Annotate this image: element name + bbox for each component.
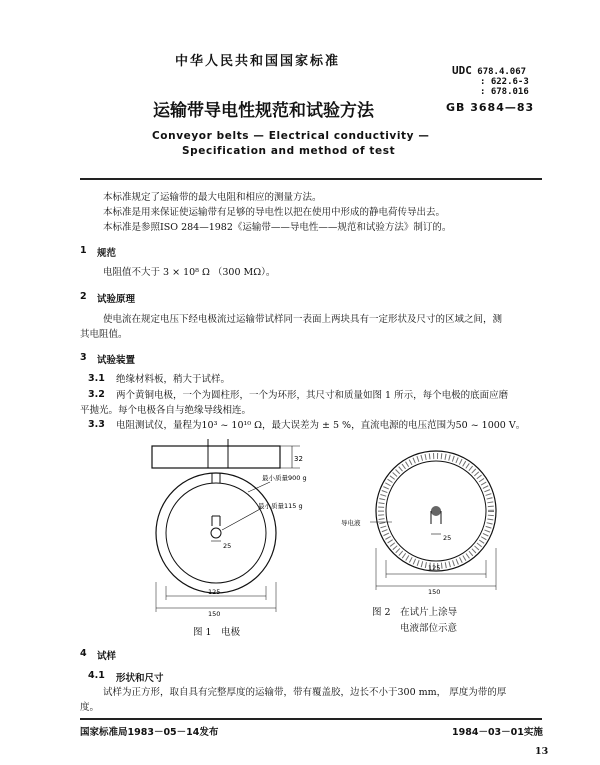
section-2-text-2: 其电阻值。 — [80, 329, 128, 340]
footer-effective-date: 1984－03－01实施 — [452, 727, 543, 738]
clause-4-1-text-2: 度。 — [80, 702, 100, 713]
figure-1-electrode-drawing — [130, 436, 340, 618]
section-4-number: 4 — [80, 648, 87, 659]
figure-2-conductive-liquid-drawing — [340, 436, 550, 618]
coated-center — [431, 506, 441, 516]
section-1-number: 1 — [80, 245, 87, 256]
section-2-title: 试验原理 — [97, 294, 136, 305]
intro-line-1: 本标准规定了运输带的最大电阻和相应的测量方法。 — [103, 192, 322, 203]
clause-4-1-title: 形状和尺寸 — [116, 673, 164, 684]
header-rule — [80, 178, 542, 180]
section-2-text-1: 使电流在规定电压下经电极流过运输带试样同一表面上两块具有一定形状及尺寸的区域之间，测 — [103, 314, 503, 325]
dim-ring-label: 125 — [208, 588, 221, 596]
figure-2-caption-line2: 电液部位示意 — [400, 623, 458, 634]
mass-outer-label: 最小质量900 g — [262, 474, 307, 482]
dim-inner-label: 25 — [223, 542, 232, 550]
section-1-title: 规范 — [97, 248, 117, 259]
clause-3-2-text-1: 两个黄铜电极，一个为圆柱形，一个为环形，其尺寸和质量如图 1 所示，每个电极的底面应磨 — [116, 390, 509, 401]
clause-3-1-number: 3.1 — [88, 373, 105, 384]
issuing-organization: 中华人民共和国国家标准 — [175, 54, 341, 69]
clause-3-1-text: 绝缘材料板，稍大于试样。 — [116, 374, 231, 385]
figure-1-caption: 图 1 电极 — [193, 627, 241, 638]
ring-electrode-inner — [166, 483, 266, 583]
udc-code-1: 678.4.067 — [477, 67, 527, 77]
intro-line-2: 本标准是用来保证使运输带有足够的导电性以把在使用中形成的静电荷传导出去。 — [103, 207, 446, 218]
callout-label: 导电液 — [341, 519, 361, 527]
fig2-dim-outer-label: 150 — [428, 588, 441, 596]
clause-3-2-number: 3.2 — [88, 389, 105, 400]
udc-row-1 — [452, 66, 529, 77]
dim-outer-label: 150 — [208, 610, 221, 618]
title-cn: 运输带导电性规范和试验方法 — [153, 101, 374, 121]
clause-3-3-number: 3.3 — [88, 419, 105, 430]
udc-code-3: : 678.016 — [480, 87, 529, 97]
udc-block — [452, 66, 529, 97]
ring-electrode-outer — [156, 473, 276, 593]
section-1-text: 电阻值不大于 3 × 10⁸ Ω （300 MΩ）。 — [103, 267, 276, 278]
ring-electrode-side — [152, 446, 280, 468]
section-2-number: 2 — [80, 291, 87, 302]
clause-4-1-text-1: 试样为正方形，取自具有完整厚度的运输带，带有覆盖胶，边长不小于300 mm， 厚度为带的厚 — [103, 687, 507, 698]
section-3-title: 试验装置 — [97, 355, 136, 366]
cylinder-electrode-top — [211, 528, 221, 538]
udc-label: UDC — [452, 64, 472, 77]
section-4-title: 试样 — [97, 651, 117, 662]
page-number: 13 — [535, 746, 549, 757]
udc-code-2: : 622.6-3 — [480, 77, 529, 87]
dim-height-label: 32 — [294, 455, 303, 463]
clause-4-1-number: 4.1 — [88, 670, 105, 681]
mass-inner-label: 最小质量115 g — [258, 502, 303, 510]
clause-3-2-text-2: 平抛光。每个电极各自与绝缘导线相连。 — [80, 405, 252, 416]
title-en-line1: Conveyor belts — Electrical conductivity — — [152, 130, 430, 142]
gb-code: GB 3684—83 — [446, 101, 535, 114]
fig2-dim-inner-label: 25 — [443, 534, 452, 542]
footer-issue-date: 国家标准局1983－05－14发布 — [80, 727, 219, 738]
title-en-line2: Specification and method of test — [182, 145, 396, 157]
footer-rule — [80, 718, 542, 720]
intro-line-3: 本标准是参照ISO 284—1982《运输带——导电性——规范和试验方法》制订的。 — [103, 222, 452, 233]
section-3-number: 3 — [80, 352, 87, 363]
fig2-dim-ring-label: 125 — [428, 564, 441, 572]
figure-2-caption-line1: 图 2 在试片上涂导 — [372, 607, 458, 618]
clause-3-3-text: 电阻测试仪，量程为10³ ~ 10¹⁰ Ω，最大误差为 ± 5 %，直流电源的电压范围为50 ~ 1000 V。 — [116, 420, 526, 431]
